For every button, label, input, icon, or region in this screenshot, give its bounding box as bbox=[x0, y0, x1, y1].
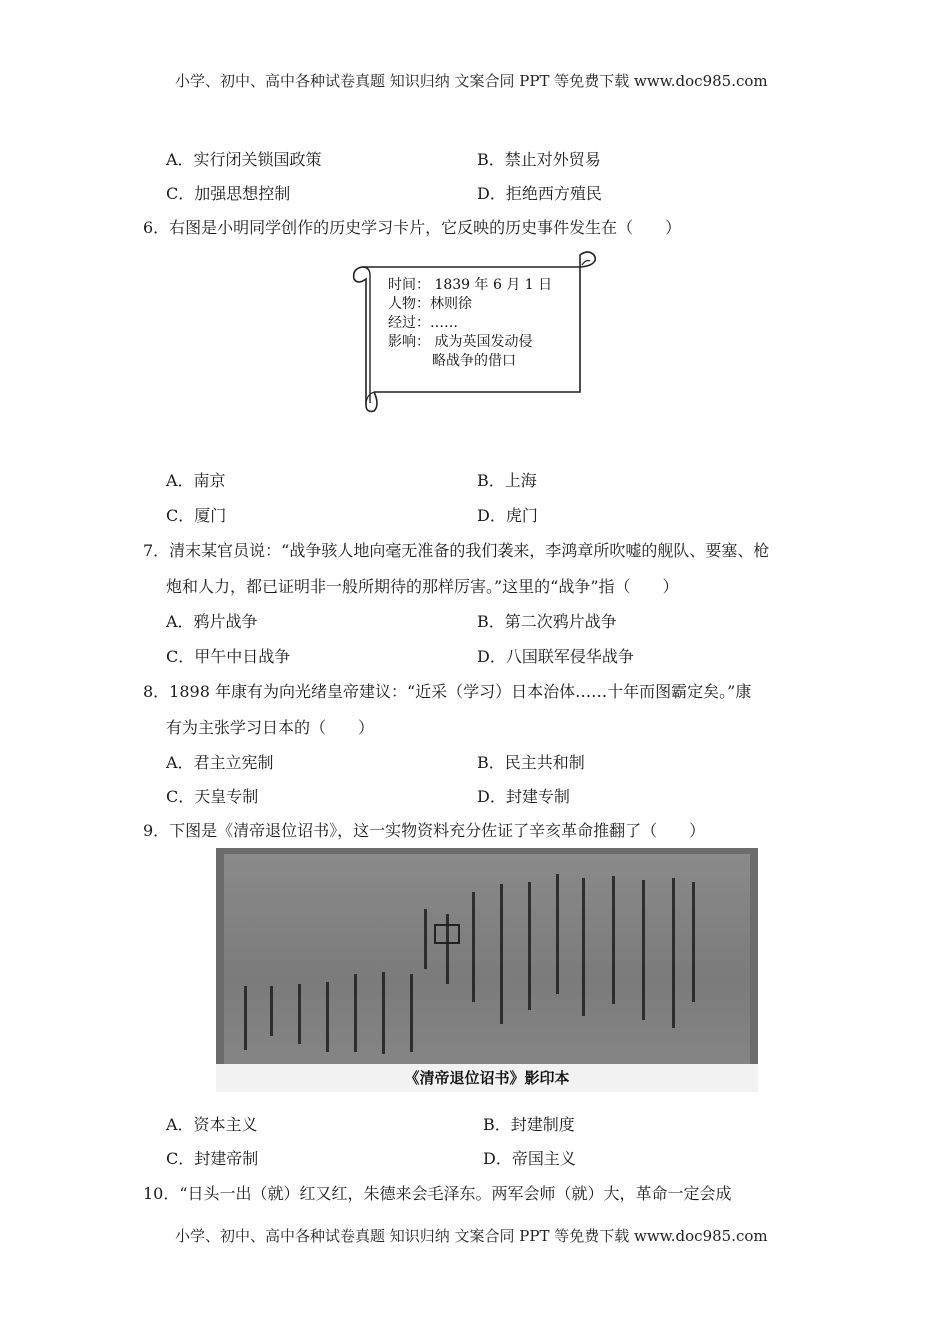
q5-option-d: D．拒绝西方殖民 bbox=[477, 184, 602, 203]
card-process: 经过：…… bbox=[388, 315, 458, 331]
q8-stem-line1: 8．1898 年康有为向光绪皇帝建议：“近采（学习）日本治体……十年而图霸定矣。”康 bbox=[143, 682, 752, 701]
q9-option-b: B．封建制度 bbox=[483, 1115, 575, 1134]
page-footer: 小学、初中、高中各种试卷真题 知识归纳 文案合同 PPT 等免费下载 www.doc985.com bbox=[175, 1227, 768, 1245]
card-person: 人物：林则徐 bbox=[388, 296, 472, 312]
q7-option-a: A．鸦片战争 bbox=[166, 612, 258, 631]
q10-stem-line1: 10．“日头一出（就）红又红，朱德来会毛泽东。两军会师（就）大，革命一定会成 bbox=[143, 1184, 732, 1203]
q6-option-b: B．上海 bbox=[477, 471, 537, 490]
q5-option-c: C．加强思想控制 bbox=[166, 184, 291, 203]
q7-option-b: B．第二次鸦片战争 bbox=[477, 612, 617, 631]
abdication-edict-photo bbox=[216, 848, 758, 1092]
q8-option-a: A．君主立宪制 bbox=[166, 753, 274, 772]
q7-option-d: D．八国联军侵华战争 bbox=[477, 647, 634, 666]
q8-option-b: B．民主共和制 bbox=[477, 753, 585, 772]
card-impact-cont: 略战争的借口 bbox=[432, 353, 516, 369]
card-time: 时间： 1839 年 6 月 1 日 bbox=[388, 277, 553, 293]
q6-option-d: D．虎门 bbox=[477, 506, 538, 525]
q5-option-a: A．实行闭关锁国政策 bbox=[166, 150, 322, 169]
q7-stem-line1: 7．清末某官员说：“战争骇人地向毫无准备的我们袭来，李鸿章所吹嘘的舰队、要塞、枪 bbox=[143, 541, 770, 560]
q8-option-d: D．封建专制 bbox=[477, 787, 570, 806]
q9-option-d: D．帝国主义 bbox=[483, 1149, 576, 1168]
q7-stem-line2: 炮和人力，都已证明非一般所期待的那样厉害。”这里的“战争”指（ ） bbox=[166, 577, 679, 596]
edict-paper bbox=[224, 854, 750, 1064]
q9-option-c: C．封建帝制 bbox=[166, 1149, 259, 1168]
card-impact: 影响： 成为英国发动侵 bbox=[388, 334, 533, 350]
q6-option-c: C．厦门 bbox=[166, 506, 227, 525]
edict-caption: 《清帝退位诏书》影印本 bbox=[216, 1064, 758, 1092]
q8-stem-line2: 有为主张学习日本的（ ） bbox=[166, 718, 375, 737]
q7-option-c: C．甲午中日战争 bbox=[166, 647, 291, 666]
q8-option-c: C．天皇专制 bbox=[166, 787, 259, 806]
q9-stem: 9．下图是《清帝退位诏书》，这一实物资料充分佐证了辛亥革命推翻了（ ） bbox=[143, 821, 706, 840]
q6-option-a: A．南京 bbox=[166, 471, 226, 490]
q5-option-b: B．禁止对外贸易 bbox=[477, 150, 601, 169]
history-card bbox=[350, 245, 602, 417]
q9-option-a: A．资本主义 bbox=[166, 1115, 258, 1134]
page-header: 小学、初中、高中各种试卷真题 知识归纳 文案合同 PPT 等免费下载 www.doc985.com bbox=[175, 72, 768, 90]
q6-stem: 6．右图是小明同学创作的历史学习卡片，它反映的历史事件发生在（ ） bbox=[143, 218, 682, 237]
